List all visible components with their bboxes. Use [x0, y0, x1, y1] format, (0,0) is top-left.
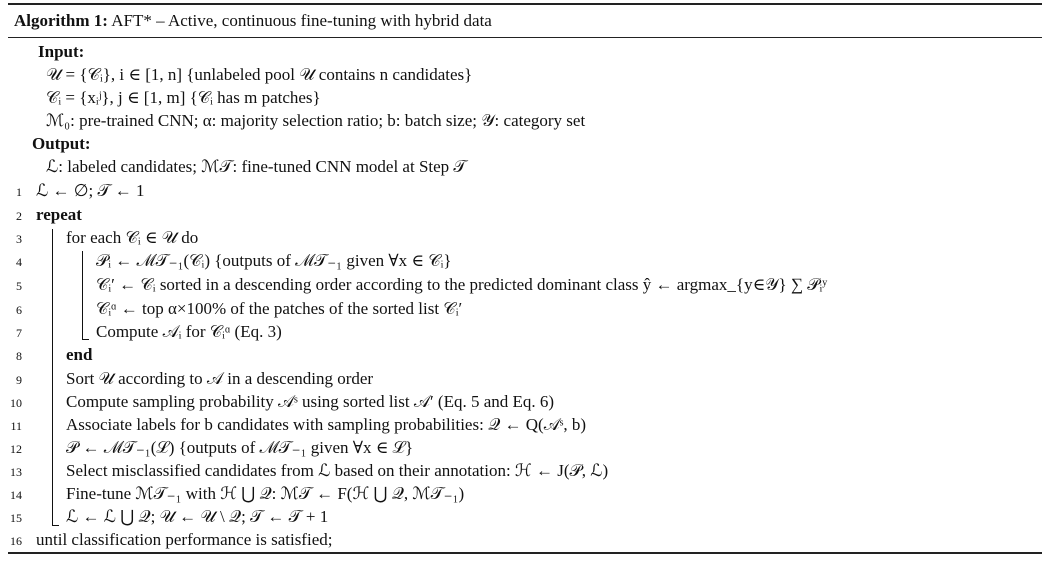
step-2: 2 repeat: [16, 205, 82, 224]
title-rule: [8, 37, 1042, 38]
input-line-2: 𝒞ᵢ = {xᵢʲ}, j ∈ [1, m] {𝒞ᵢ has m patches}: [46, 88, 321, 107]
step-1: 1 ℒ ← ∅; 𝒯 ← 1: [16, 181, 145, 200]
repeat-indent-bar: [52, 229, 53, 525]
step-14: 14 Fine-tune ℳ𝒯₋₁ with ℋ ⋃ 𝒬: ℳ𝒯 ← F(ℋ ⋃ 𝒬, ℳ𝒯₋₁): [10, 484, 465, 503]
step-15: 15 ℒ ← ℒ ⋃ 𝒬; 𝒰 ← 𝒰 \ 𝒬; 𝒯 ← 𝒯 + 1: [10, 507, 329, 526]
step-9: 9 Sort 𝒰 according to 𝒜 in a descending order: [16, 369, 374, 388]
step-8: 8 end: [16, 345, 93, 364]
input-line-1: 𝒰 = {𝒞ᵢ}, i ∈ [1, n] {unlabeled pool 𝒰 contains n candidates}: [46, 65, 473, 84]
top-rule: [8, 3, 1042, 5]
algorithm-title: AFT* – Active, continuous fine-tuning with hybrid data: [111, 11, 492, 30]
output-line-1: ℒ: labeled candidates; ℳ𝒯: fine-tuned CNN model at Step 𝒯: [46, 157, 467, 176]
for-indent-bar: [82, 251, 83, 339]
input-line-3: ℳ₀: pre-trained CNN; α: majority selection ratio; b: batch size; 𝒴: category set: [46, 111, 586, 130]
step-3: 3 for each 𝒞ᵢ ∈ 𝒰 do: [16, 228, 199, 247]
step-5: 5 𝒞ᵢ′ ← 𝒞ᵢ sorted in a descending order according to the predicted dominant class ŷ ← argmax_{y∈𝒴} ∑ 𝒫ᵢʸ: [16, 275, 828, 294]
step-4: 4 𝒫ᵢ ← ℳ𝒯₋₁(𝒞ᵢ) {outputs of ℳ𝒯₋₁ given ∀x ∈ 𝒞ᵢ}: [16, 251, 452, 270]
bottom-rule: [8, 552, 1042, 554]
step-10: 10 Compute sampling probability 𝒜ˢ using sorted list 𝒜′ (Eq. 5 and Eq. 6): [10, 392, 555, 411]
algorithm-box: [8, 3, 1042, 555]
step-7: 7 Compute 𝒜ᵢ for 𝒞ᵢᵅ (Eq. 3): [16, 322, 282, 341]
for-indent-tick: [82, 339, 89, 340]
algorithm-title-line: [14, 11, 492, 31]
step-6: 6 𝒞ᵢᵅ ← top α×100% of the patches of the sorted list 𝒞ᵢ′: [16, 299, 463, 318]
input-heading: Input:: [38, 42, 85, 61]
step-11: 11 Associate labels for b candidates with sampling probabilities: 𝒬 ← Q(𝒜ˢ, b): [10, 415, 587, 434]
step-13: 13 Select misclassified candidates from ℒ based on their annotation: ℋ ← J(𝒫, ℒ): [10, 461, 609, 480]
output-heading: Output:: [32, 134, 91, 153]
step-12: 12 𝒫 ← ℳ𝒯₋₁(ℒ) {outputs of ℳ𝒯₋₁ given ∀x ∈ ℒ}: [10, 438, 414, 457]
algorithm-label: Algorithm 1:: [14, 11, 108, 30]
repeat-indent-tick: [52, 525, 59, 526]
step-16: 16 until classification performance is satisfied;: [10, 530, 333, 549]
